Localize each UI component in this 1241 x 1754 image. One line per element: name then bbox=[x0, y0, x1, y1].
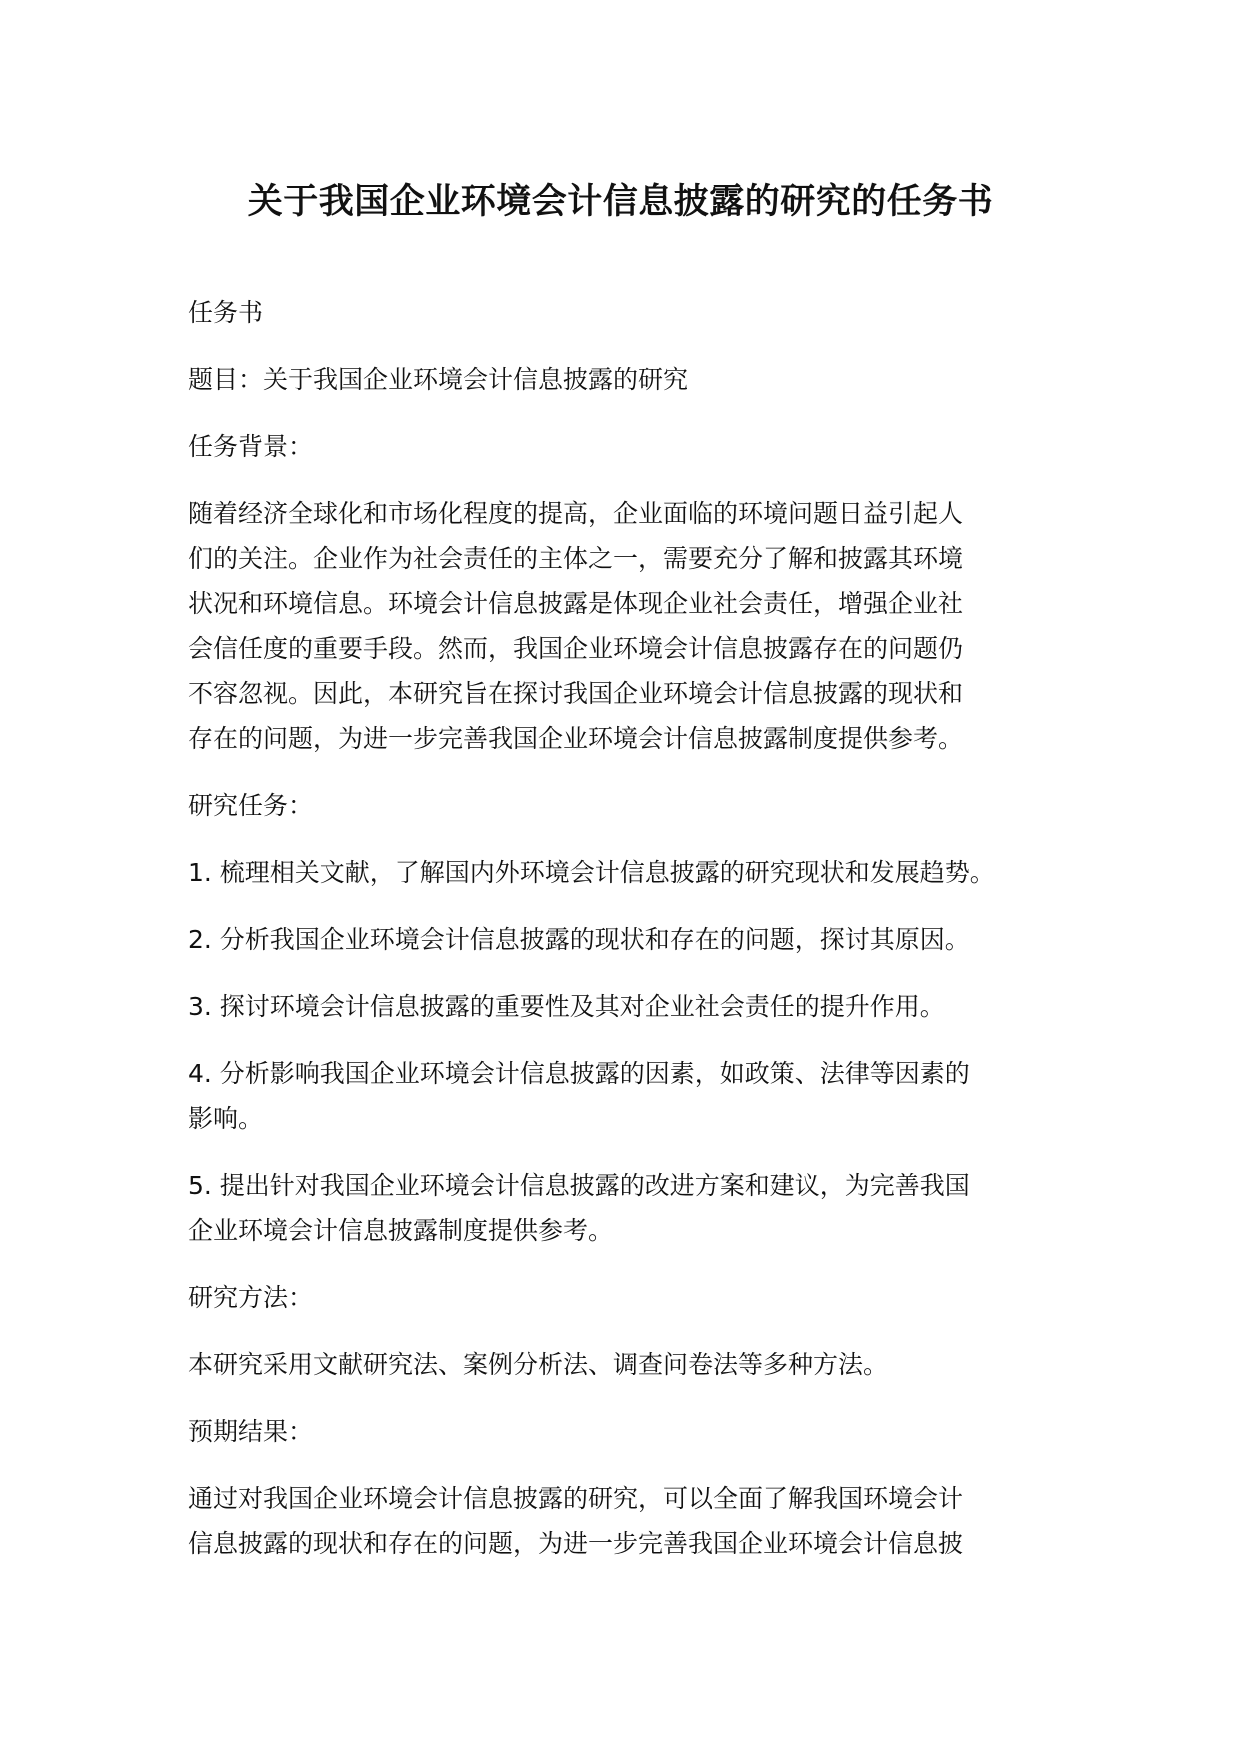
methods-heading: 研究方法： bbox=[188, 1283, 314, 1312]
task-item-5-line: 企业环境会计信息披露制度提供参考。 bbox=[188, 1216, 614, 1245]
task-item-5-line: 5. 提出针对我国企业环境会计信息披露的改进方案和建议，为完善我国 bbox=[188, 1171, 970, 1200]
background-line: 不容忽视。因此，本研究旨在探讨我国企业环境会计信息披露的现状和 bbox=[188, 679, 964, 708]
methods-text: 本研究采用文献研究法、案例分析法、调查问卷法等多种方法。 bbox=[188, 1350, 889, 1379]
task-item-4 bbox=[188, 1051, 1078, 1141]
task-item-5 bbox=[188, 1163, 1078, 1253]
results-heading: 预期结果： bbox=[188, 1417, 314, 1446]
background-line: 会信任度的重要手段。然而，我国企业环境会计信息披露存在的问题仍 bbox=[188, 634, 964, 663]
task-item-2: 2. 分析我国企业环境会计信息披露的现状和存在的问题，探讨其原因。 bbox=[188, 925, 970, 954]
results-line: 信息披露的现状和存在的问题，为进一步完善我国企业环境会计信息披 bbox=[188, 1529, 964, 1558]
background-line: 存在的问题，为进一步完善我国企业环境会计信息披露制度提供参考。 bbox=[188, 724, 964, 753]
tasks-heading: 研究任务： bbox=[188, 791, 314, 820]
document-body bbox=[188, 290, 1078, 1566]
label-task: 任务书 bbox=[188, 298, 264, 327]
task-item-3: 3. 探讨环境会计信息披露的重要性及其对企业社会责任的提升作用。 bbox=[188, 992, 945, 1021]
background-line: 们的关注。企业作为社会责任的主体之一，需要充分了解和披露其环境 bbox=[188, 544, 964, 573]
task-item-4-line: 影响。 bbox=[188, 1104, 264, 1133]
document-title: 关于我国企业环境会计信息披露的研究的任务书 bbox=[247, 182, 994, 222]
topic-line: 题目：关于我国企业环境会计信息披露的研究 bbox=[188, 365, 689, 394]
background-heading: 任务背景： bbox=[188, 432, 314, 461]
background-line: 随着经济全球化和市场化程度的提高，企业面临的环境问题日益引起人 bbox=[188, 499, 964, 528]
task-item-4-line: 4. 分析影响我国企业环境会计信息披露的因素，如政策、法律等因素的 bbox=[188, 1059, 970, 1088]
background-line: 状况和环境信息。环境会计信息披露是体现企业社会责任，增强企业社 bbox=[188, 589, 964, 618]
results-line: 通过对我国企业环境会计信息披露的研究，可以全面了解我国环境会计 bbox=[188, 1484, 964, 1513]
results-paragraph bbox=[188, 1476, 1078, 1566]
task-item-1: 1. 梳理相关文献，了解国内外环境会计信息披露的研究现状和发展趋势。 bbox=[188, 858, 995, 887]
background-paragraph bbox=[188, 491, 1078, 761]
